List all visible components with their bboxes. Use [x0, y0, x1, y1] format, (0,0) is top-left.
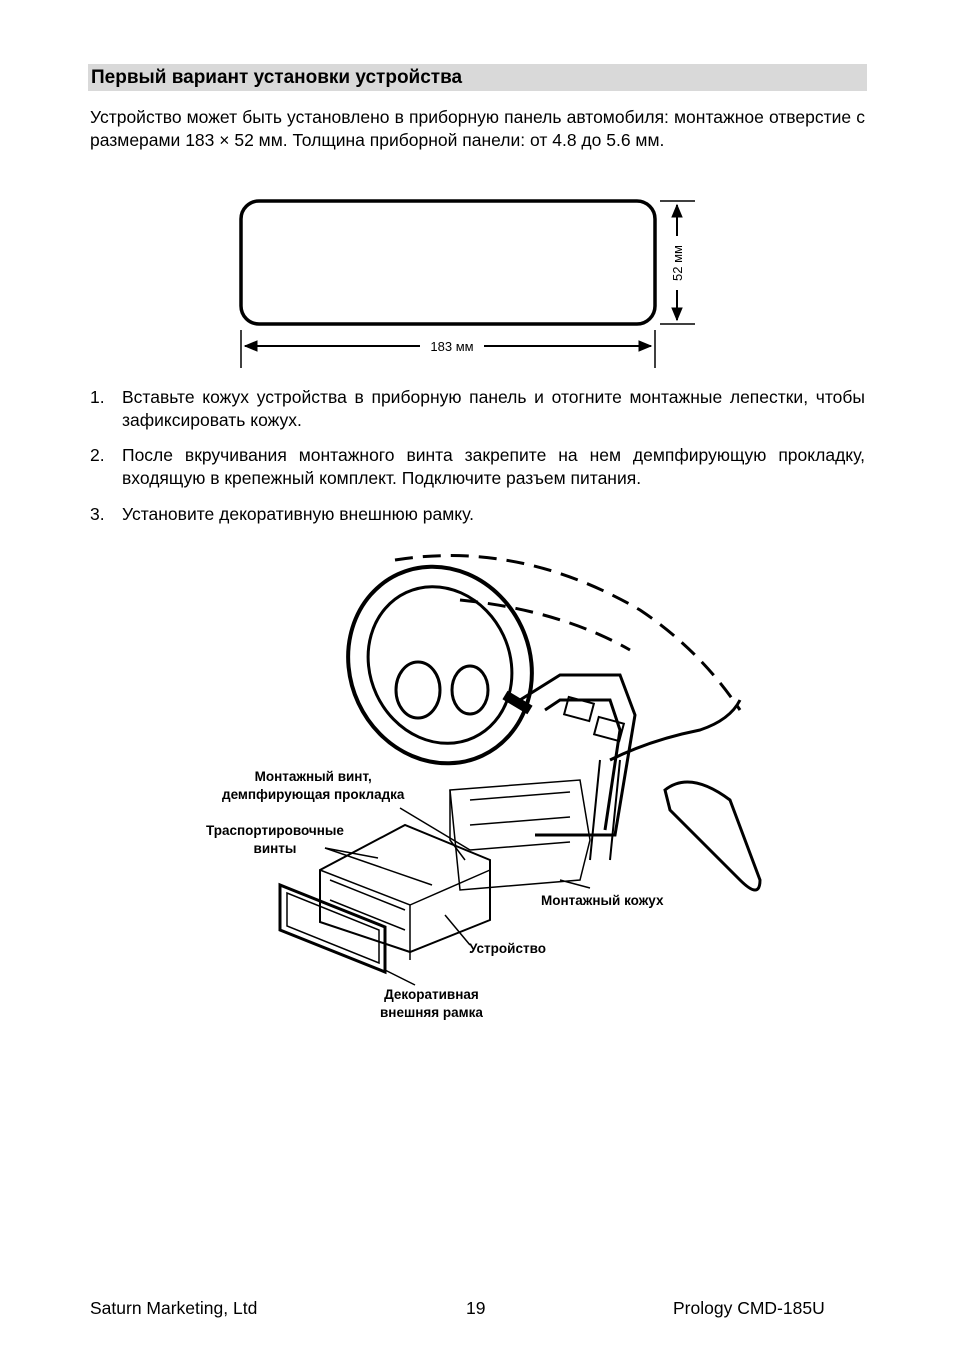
- step-2: [90, 444, 865, 490]
- step-text: Вставьте кожух устройства в приборную панель и отогните монтажные лепестки, чтобы зафиксировать кожух.: [122, 387, 865, 430]
- step-3: [90, 503, 865, 526]
- label-decorative-frame: [380, 986, 483, 1022]
- step-1: [90, 386, 865, 432]
- label-mounting-screw: [222, 768, 404, 804]
- label-line: Монтажный винт,: [254, 769, 372, 784]
- intro-paragraph: Устройство может быть установлено в приборную панель автомобиля: монтажное отверстие с размерами 183 × 52 мм. Толщина приборной панели: от 4.8 до 5.6 мм.: [90, 107, 865, 150]
- footer-company: Saturn Marketing, Ltd: [90, 1298, 258, 1318]
- label-line: Декоративная: [384, 987, 479, 1002]
- step-number: 1.: [90, 387, 105, 407]
- step-number: 2.: [90, 445, 105, 465]
- step-text: После вкручивания монтажного винта закрепите на нем демпфирующую прокладку, входящую в крепежный комплект. Подключите разъем питания.: [122, 445, 865, 488]
- footer-page-number: 19: [466, 1298, 486, 1318]
- label-line: Траспортировочные: [206, 823, 344, 838]
- footer-product: Prology CMD-185U: [673, 1298, 825, 1318]
- label-mounting-sleeve: Монтажный кожух: [541, 893, 664, 908]
- step-text: Установите декоративную внешнюю рамку.: [122, 504, 474, 524]
- height-label: 52 мм: [670, 245, 685, 281]
- label-line: демпфирующая прокладка: [222, 787, 405, 802]
- width-label: 183 мм: [430, 339, 474, 354]
- label-line: винты: [253, 841, 297, 856]
- section-heading: Первый вариант установки устройства: [88, 64, 867, 91]
- label-transport-screws: [206, 822, 344, 858]
- label-device: Устройство: [469, 941, 546, 956]
- step-number: 3.: [90, 504, 105, 524]
- label-line: внешняя рамка: [380, 1005, 483, 1020]
